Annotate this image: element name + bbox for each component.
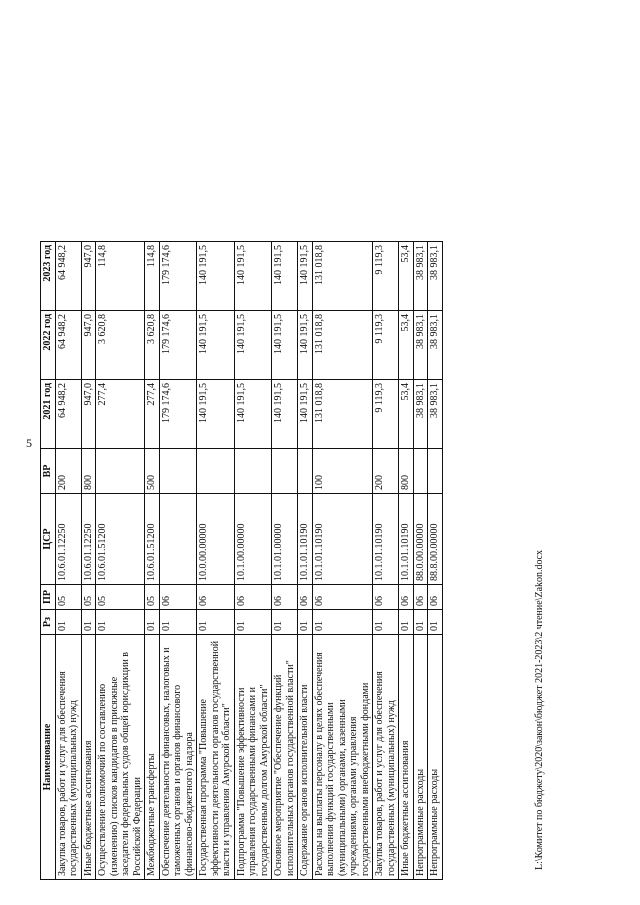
page-number: 5 [26,436,32,450]
cell-2022: 53,4 [399,311,414,380]
cell-2023: 947,0 [81,242,96,311]
cell-vr [428,449,443,494]
cell-rz: 01 [272,610,298,635]
cell-csr: 88.8.00.00000 [428,494,443,585]
cell-rz: 01 [55,610,81,635]
cell-name: Иные бюджетные ассигнования [399,635,414,880]
cell-2021: 277,4 [145,380,160,449]
rotated-content [40,40,560,880]
cell-rz: 01 [312,610,373,635]
cell-2022: 131 018,8 [312,311,373,380]
cell-csr: 10.6.01.51200 [96,494,145,585]
cell-csr: 10.0.00.00000 [197,494,235,585]
cell-2023: 114,8 [145,242,160,311]
cell-csr [159,494,197,585]
cell-2022: 38 983,1 [413,311,428,380]
cell-2022: 179 174,6 [159,311,197,380]
cell-pr: 06 [272,585,298,610]
cell-pr: 06 [373,585,399,610]
cell-name: Расходы на выплаты персоналу в целях обеспечения выполнения функций государственными (муниципальными) органами, казенными учреждениями, органами управления государственными внебюджетными фондами [312,635,373,880]
cell-vr [96,449,145,494]
cell-2023: 131 018,8 [312,242,373,311]
cell-2021: 140 191,5 [197,380,235,449]
cell-vr: 200 [55,449,81,494]
cell-2023: 53,4 [399,242,414,311]
cell-pr: 05 [55,585,81,610]
cell-2022: 140 191,5 [298,311,313,380]
cell-2023: 9 119,3 [373,242,399,311]
cell-csr: 10.6.01.12250 [81,494,96,585]
cell-pr: 06 [312,585,373,610]
cell-2022: 9 119,3 [373,311,399,380]
cell-name: Закупка товаров, работ и услуг для обеспечения государственных (муниципальных) нужд [55,635,81,880]
cell-pr: 06 [298,585,313,610]
cell-2023: 140 191,5 [197,242,235,311]
cell-csr: 10.6.01.51200 [145,494,160,585]
file-path-footer: L:\Комитет по бюджету\2020\закон\бюджет 2021-2023\2 чтение\Zakon.docx [534,550,545,870]
header-2023: 2023 год [41,242,56,311]
table-row [145,242,160,880]
cell-pr: 06 [413,585,428,610]
table-row [197,242,235,880]
cell-pr: 06 [197,585,235,610]
cell-2023: 114,8 [96,242,145,311]
cell-rz: 01 [298,610,313,635]
cell-2021: 140 191,5 [298,380,313,449]
cell-2022: 38 983,1 [428,311,443,380]
table-row [399,242,414,880]
cell-rz: 01 [373,610,399,635]
cell-name: Непрограммные расходы [428,635,443,880]
cell-2022: 947,0 [81,311,96,380]
cell-csr: 10.1.01.10190 [373,494,399,585]
cell-name: Межбюджетные трансферты [145,635,160,880]
cell-rz: 01 [428,610,443,635]
cell-2022: 3 620,8 [96,311,145,380]
table-row [272,242,298,880]
cell-2021: 38 983,1 [413,380,428,449]
cell-vr: 200 [373,449,399,494]
table-row [55,242,81,880]
cell-rz: 01 [234,610,272,635]
cell-2023: 64 948,2 [55,242,81,311]
header-pr: ПР [41,585,56,610]
cell-name: Государственная программа "Повышение эффективности деятельности органов государственной власти и управления Амурской области" [197,635,235,880]
cell-csr: 10.1.01.10190 [312,494,373,585]
cell-rz: 01 [81,610,96,635]
cell-csr: 10.1.01.10190 [399,494,414,585]
table-row [428,242,443,880]
cell-pr: 06 [234,585,272,610]
cell-name: Подпрограмма "Повышение эффективности управления государственными финансами и государственным долгом Амурской области" [234,635,272,880]
cell-2022: 3 620,8 [145,311,160,380]
table-row [81,242,96,880]
cell-name: Обеспечение деятельности финансовых, налоговых и таможенных органов и органов финансового (финансово-бюджетного) надзора [159,635,197,880]
table-row [298,242,313,880]
header-2022: 2022 год [41,311,56,380]
cell-2023: 140 191,5 [234,242,272,311]
table-body [55,242,442,880]
cell-csr: 88.0.00.00000 [413,494,428,585]
cell-2023: 179 174,6 [159,242,197,311]
cell-2023: 38 983,1 [413,242,428,311]
cell-2021: 64 948,2 [55,380,81,449]
cell-csr: 10.1.01.10190 [298,494,313,585]
cell-pr: 05 [145,585,160,610]
cell-vr: 100 [312,449,373,494]
cell-2021: 179 174,6 [159,380,197,449]
table-row [413,242,428,880]
cell-name: Основное мероприятие "Обеспечение функций исполнительных органов государственной власти" [272,635,298,880]
table-row [159,242,197,880]
cell-2021: 140 191,5 [272,380,298,449]
cell-vr [197,449,235,494]
cell-rz: 01 [197,610,235,635]
cell-2022: 140 191,5 [234,311,272,380]
cell-name: Содержание органов исполнительной власти [298,635,313,880]
cell-2021: 53,4 [399,380,414,449]
cell-vr: 800 [399,449,414,494]
cell-vr [234,449,272,494]
cell-2021: 140 191,5 [234,380,272,449]
cell-2021: 131 018,8 [312,380,373,449]
cell-2021: 277,4 [96,380,145,449]
cell-2022: 140 191,5 [197,311,235,380]
table-row [373,242,399,880]
cell-pr: 06 [428,585,443,610]
cell-2023: 140 191,5 [272,242,298,311]
cell-rz: 01 [159,610,197,635]
cell-name: Осуществление полномочий по составлению (изменению) списков кандидатов в присяжные заседатели федеральных судов общей юрисдикции в Российской Федерации [96,635,145,880]
cell-vr: 500 [145,449,160,494]
cell-vr [298,449,313,494]
table-header-row [41,242,56,880]
cell-pr: 06 [399,585,414,610]
cell-vr [159,449,197,494]
cell-csr: 10.1.00.00000 [234,494,272,585]
budget-table [40,241,443,880]
cell-rz: 01 [145,610,160,635]
cell-rz: 01 [413,610,428,635]
cell-pr: 05 [96,585,145,610]
cell-vr [272,449,298,494]
cell-name: Закупка товаров, работ и услуг для обеспечения государственных (муниципальных) нужд [373,635,399,880]
cell-name: Иные бюджетные ассигнования [81,635,96,880]
header-2021: 2021 год [41,380,56,449]
cell-2021: 38 983,1 [428,380,443,449]
cell-csr: 10.6.01.12250 [55,494,81,585]
header-name: Наименование [41,635,56,880]
header-rz: Рз [41,610,56,635]
cell-2021: 9 119,3 [373,380,399,449]
header-vr: ВР [41,449,56,494]
cell-rz: 01 [399,610,414,635]
cell-2023: 38 983,1 [428,242,443,311]
cell-name: Непрограммные расходы [413,635,428,880]
header-csr: ЦСР [41,494,56,585]
cell-2022: 64 948,2 [55,311,81,380]
cell-csr: 10.1.01.00000 [272,494,298,585]
table-row [96,242,145,880]
cell-2022: 140 191,5 [272,311,298,380]
table-row [312,242,373,880]
cell-pr: 06 [159,585,197,610]
table-row [234,242,272,880]
cell-rz: 01 [96,610,145,635]
cell-vr: 800 [81,449,96,494]
cell-vr [413,449,428,494]
cell-2023: 140 191,5 [298,242,313,311]
cell-pr: 05 [81,585,96,610]
cell-2021: 947,0 [81,380,96,449]
